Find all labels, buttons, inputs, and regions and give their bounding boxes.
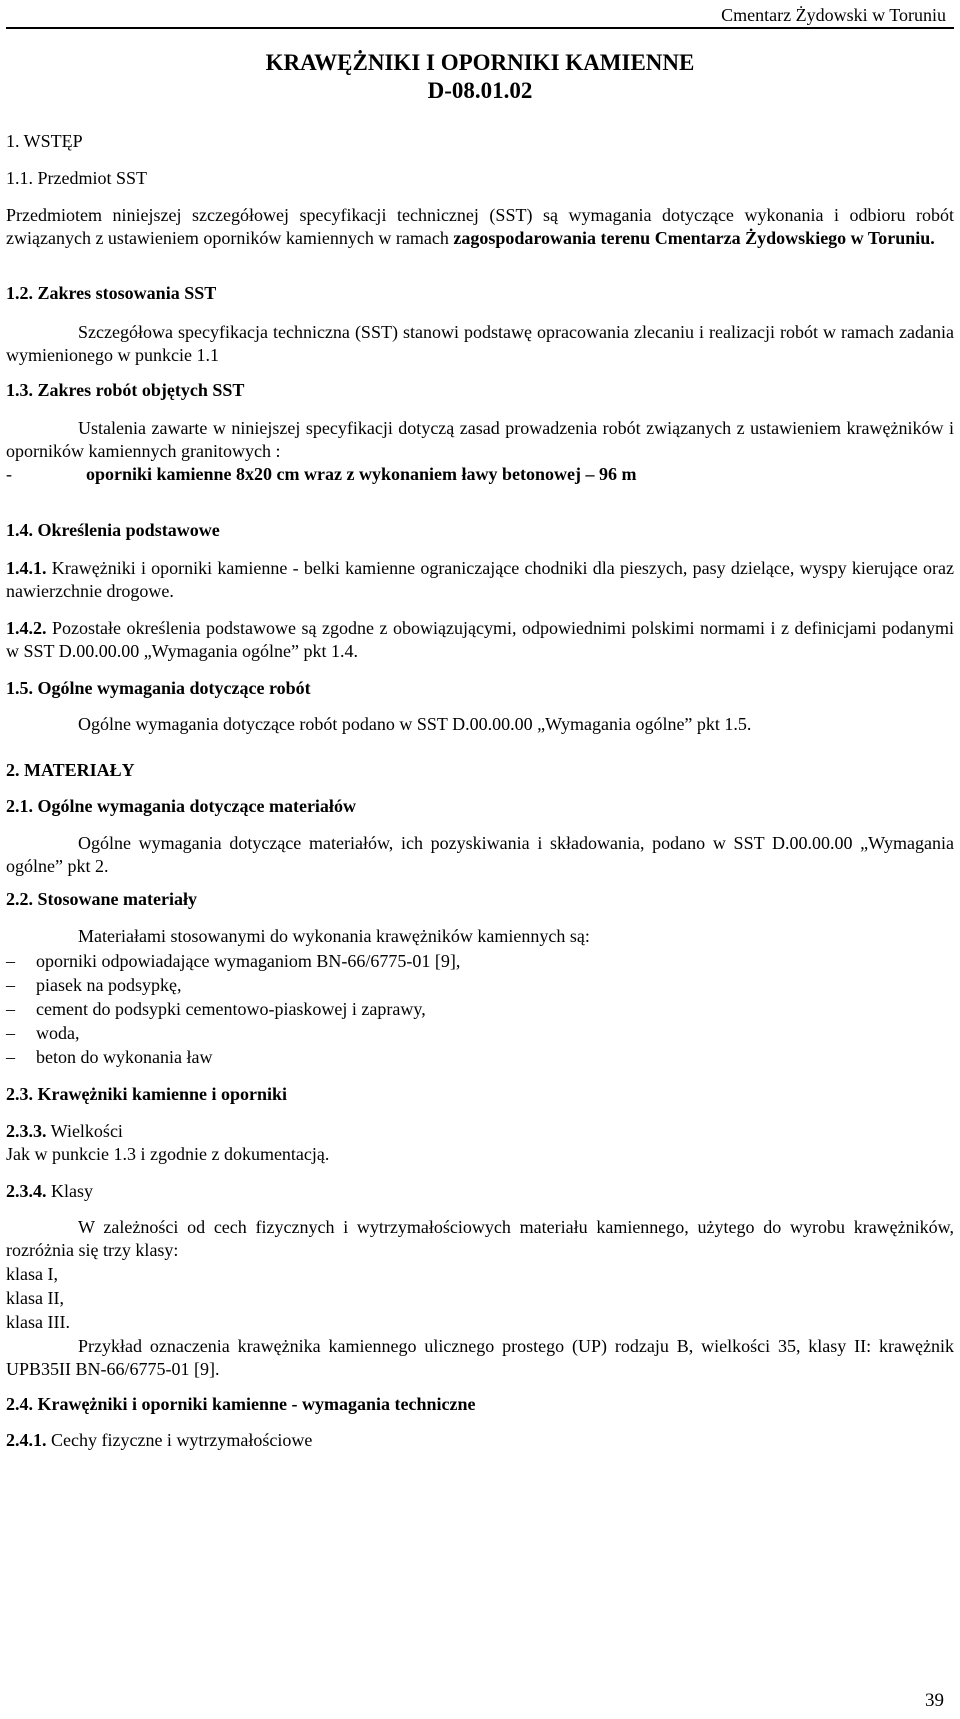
material-item-text: woda, xyxy=(36,1023,80,1043)
section-2-3-4-paragraph: W zależności od cech fizycznych i wytrzymałościowych materiału kamiennego, użytego do wyrobu krawężników, rozróżnia się trzy klasy: xyxy=(6,1217,954,1260)
section-2-4-heading: 2.4. Krawężniki i oporniki kamienne - wymagania techniczne xyxy=(6,1394,476,1414)
material-item-text: oporniki odpowiadające wymaganiom BN-66/6775-01 [9], xyxy=(36,951,461,971)
section-1-2-heading: 1.2. Zakres stosowania SST xyxy=(6,283,217,303)
section-1-3-heading: 1.3. Zakres robót objętych SST xyxy=(6,380,245,400)
class-list-item: klasa II, xyxy=(6,1288,64,1308)
section-1-1-paragraph xyxy=(6,204,954,250)
section-1-4-1-paragraph xyxy=(6,557,954,603)
dash-marker: - xyxy=(6,464,12,484)
header-rule xyxy=(6,27,954,29)
material-list-item xyxy=(6,1046,954,1069)
section-1-1-bold-text: zagospodarowania terenu Cmentarza Żydowskiego w Toruniu. xyxy=(453,228,935,248)
section-1-4-heading: 1.4. Określenia podstawowe xyxy=(6,520,220,540)
material-item-text: piasek na podsypkę, xyxy=(36,975,182,995)
section-2-3-4-heading xyxy=(6,1180,954,1203)
class-list-item: klasa III. xyxy=(6,1312,70,1332)
material-list-item xyxy=(6,1022,954,1045)
section-2-4-1-label: Cechy fizyczne i wytrzymałościowe xyxy=(46,1430,313,1450)
running-header: Cmentarz Żydowski w Toruniu xyxy=(721,5,946,25)
class-list-item: klasa I, xyxy=(6,1264,58,1284)
section-2-heading: 2. MATERIAŁY xyxy=(6,760,135,780)
section-1-1-heading: 1.1. Przedmiot SST xyxy=(6,168,148,188)
material-item-text: cement do podsypki cementowo-piaskowej i zaprawy, xyxy=(36,999,426,1019)
section-2-3-4-number: 2.3.4. xyxy=(6,1181,47,1201)
section-1-4-1-number: 1.4.1. xyxy=(6,558,47,578)
dash-marker: – xyxy=(6,951,15,971)
section-1-5-heading: 1.5. Ogólne wymagania dotyczące robót xyxy=(6,678,311,698)
section-2-2-intro: Materiałami stosowanymi do wykonania krawężników kamiennych są: xyxy=(78,926,590,946)
section-2-4-1-number: 2.4.1. xyxy=(6,1430,47,1450)
section-2-3-4-label: Klasy xyxy=(46,1181,93,1201)
section-1-5-paragraph: Ogólne wymagania dotyczące robót podano w SST D.00.00.00 „Wymagania ogólne” pkt 1.5. xyxy=(78,714,752,734)
section-1-4-1-text: Krawężniki i oporniki kamienne - belki kamienne ograniczające chodniki dla pieszych, pasy dzielące, wyspy kierujące oraz nawierzchnie drogowe. xyxy=(6,558,954,601)
section-2-3-heading: 2.3. Krawężniki kamienne i oporniki xyxy=(6,1084,288,1104)
dash-marker: – xyxy=(6,999,15,1019)
section-1-4-2-text: Pozostałe określenia podstawowe są zgodne z obowiązującymi, odpowiednimi polskimi normami i z definicjami podanymi w SST D.00.00.00 „Wymagania ogólne” pkt 1.4. xyxy=(6,618,954,661)
section-2-3-4-example: Przykład oznaczenia krawężnika kamiennego ulicznego prostego (UP) rodzaju B, wielkości 35, klasy II: krawężnik UPB35II BN-66/6775-01 [9]. xyxy=(6,1336,954,1379)
document-title: KRAWĘŻNIKI I OPORNIKI KAMIENNE xyxy=(265,50,695,75)
dash-marker: – xyxy=(6,975,15,995)
section-2-1-heading: 2.1. Ogólne wymagania dotyczące materiałów xyxy=(6,796,356,816)
section-2-4-1-heading xyxy=(6,1429,954,1452)
section-2-3-3-text: Jak w punkcie 1.3 i zgodnie z dokumentacją. xyxy=(6,1144,330,1164)
section-1-4-2-number: 1.4.2. xyxy=(6,618,47,638)
section-2-2-heading: 2.2. Stosowane materiały xyxy=(6,889,197,909)
section-1-2-paragraph: Szczegółowa specyfikacja techniczna (SST) stanowi podstawę opracowania zlecaniu i realizacji robót w ramach zadania wymienionego w punkcie 1.1 xyxy=(6,322,954,365)
material-item-text: beton do wykonania ław xyxy=(36,1047,213,1067)
section-1-1-text: Przedmiotem niniejszej szczegółowej specyfikacji technicznej (SST) są wymagania dotyczące wykonania i odbioru robót związanych z ustawieniem oporników kamiennych w ramach xyxy=(6,205,954,248)
section-1-3-item-text: oporniki kamienne 8x20 cm wraz z wykonaniem ławy betonowej – 96 m xyxy=(86,464,637,484)
material-list-item xyxy=(6,974,954,997)
section-2-1-paragraph: Ogólne wymagania dotyczące materiałów, ich pozyskiwania i składowania, podano w SST D.00.00.00 „Wymagania ogólne” pkt 2. xyxy=(6,833,954,876)
spec-code: D-08.01.02 xyxy=(427,78,533,103)
page-number: 39 xyxy=(925,1690,944,1711)
material-list-item xyxy=(6,998,954,1021)
section-2-3-3-heading xyxy=(6,1120,954,1143)
section-2-3-3-number: 2.3.3. xyxy=(6,1121,47,1141)
section-1-3-list-item xyxy=(6,463,954,486)
section-1-heading: 1. WSTĘP xyxy=(6,131,83,151)
section-1-4-2-paragraph xyxy=(6,617,954,663)
section-1-3-paragraph: Ustalenia zawarte w niniejszej specyfikacji dotyczą zasad prowadzenia robót związanych z ustawieniem krawężników i oporników kamiennych granitowych : xyxy=(6,418,954,461)
dash-marker: – xyxy=(6,1023,15,1043)
section-2-3-3-label: Wielkości xyxy=(46,1121,123,1141)
material-list-item xyxy=(6,950,954,973)
dash-marker: – xyxy=(6,1047,15,1067)
